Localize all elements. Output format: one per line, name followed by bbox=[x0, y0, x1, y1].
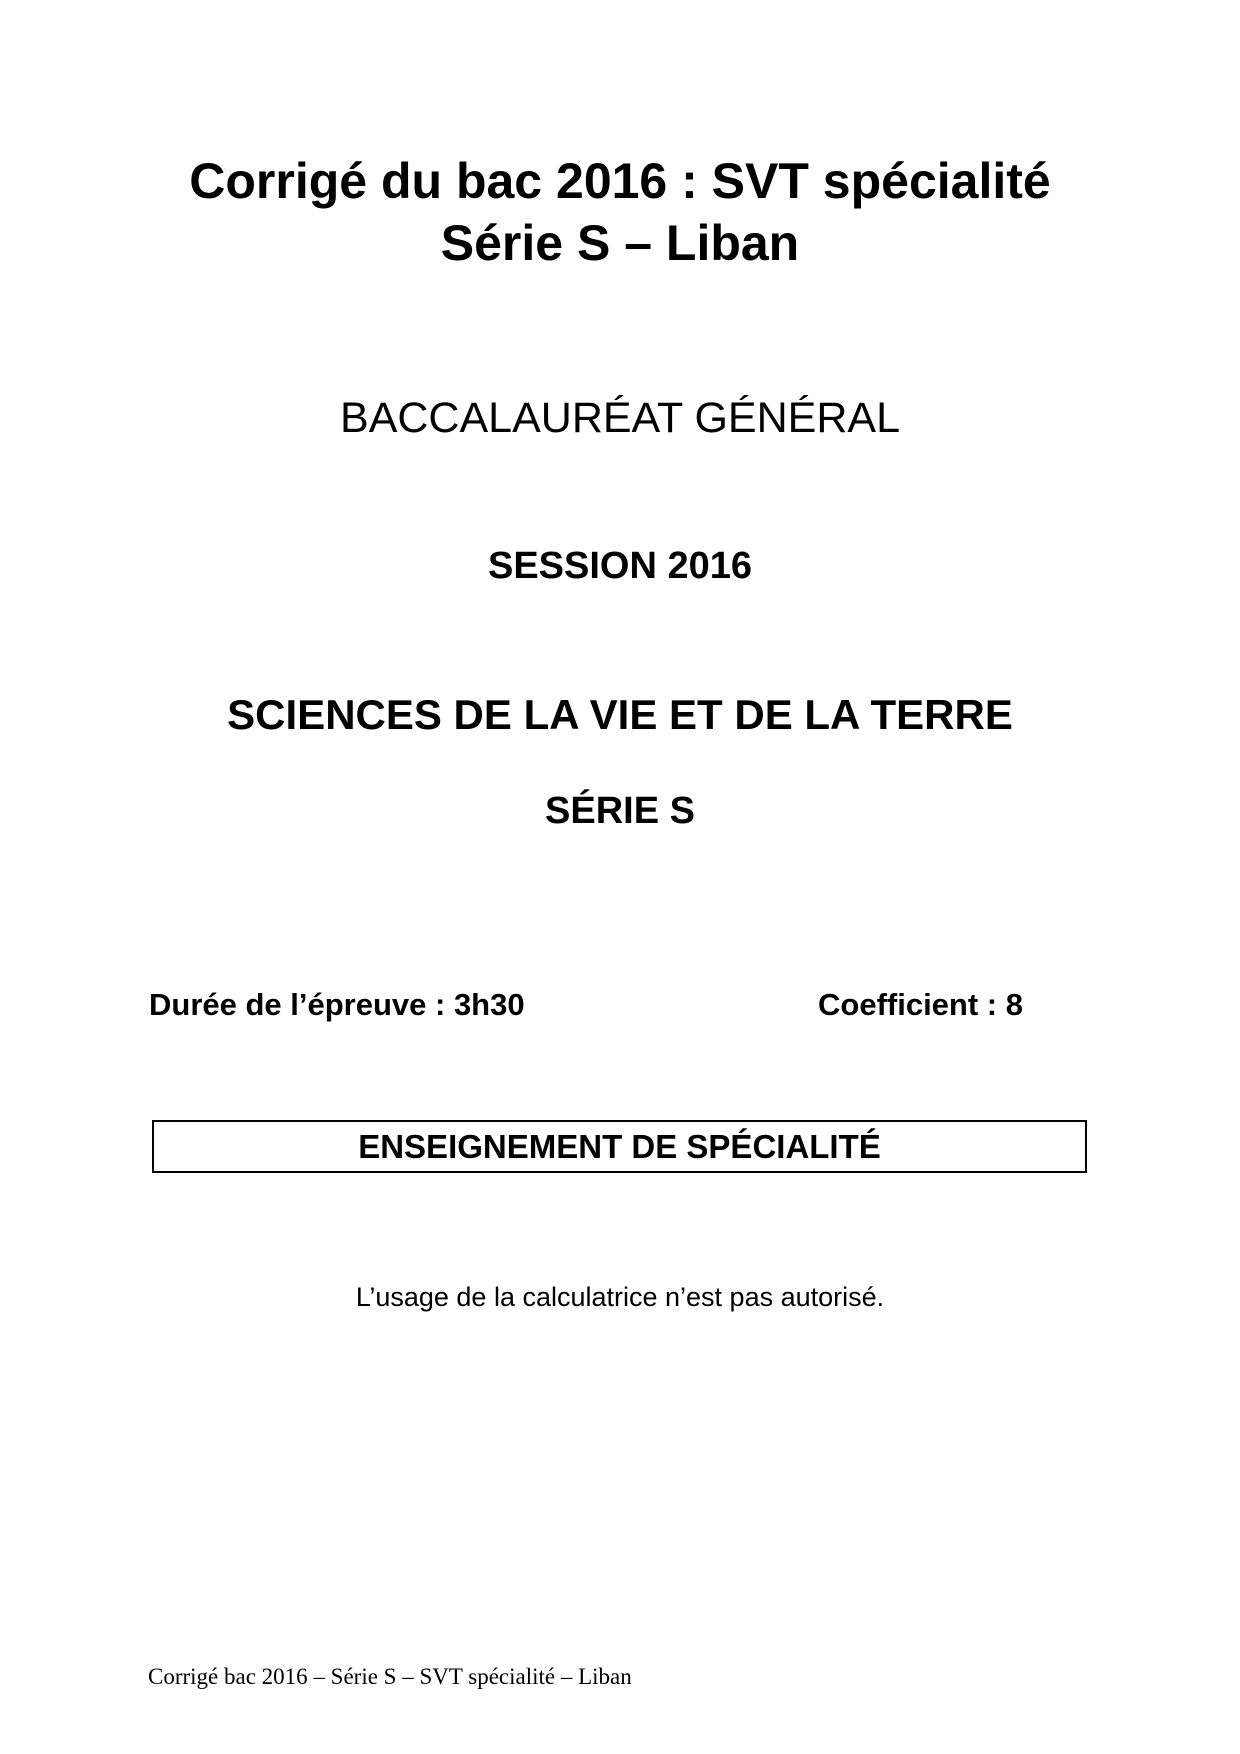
exam-coefficient: Coefficient : 8 bbox=[818, 987, 1023, 1022]
exam-level: BACCALAURÉAT GÉNÉRAL bbox=[340, 394, 900, 442]
page-footer: Corrigé bac 2016 – Série S – SVT spécialité – Liban bbox=[148, 1664, 632, 1689]
document-title bbox=[0, 150, 1240, 274]
exam-session: SESSION 2016 bbox=[487, 545, 753, 587]
exam-subject: SCIENCES DE LA VIE ET DE LA TERRE bbox=[227, 691, 1013, 738]
specialty-box bbox=[152, 1120, 1087, 1173]
calculator-note: L’usage de la calculatrice n’est pas autorisé. bbox=[355, 1282, 885, 1312]
title-line-2: Série S – Liban bbox=[440, 215, 800, 271]
exam-serie: SÉRIE S bbox=[545, 790, 695, 832]
exam-duration: Durée de l’épreuve : 3h30 bbox=[149, 987, 525, 1022]
title-line-1: Corrigé du bac 2016 : SVT spécialité bbox=[189, 153, 1051, 209]
specialty-label: ENSEIGNEMENT DE SPÉCIALITÉ bbox=[358, 1128, 881, 1165]
